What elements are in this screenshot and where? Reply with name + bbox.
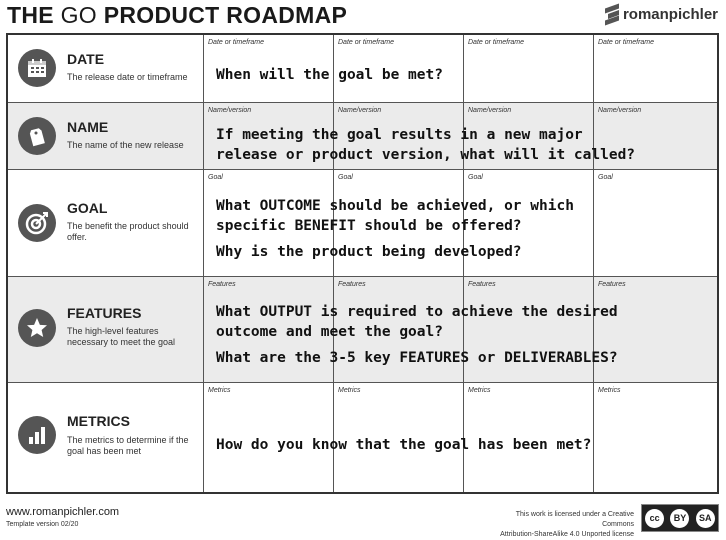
row-metrics <box>8 383 717 492</box>
question-text: What OUTPUT is required to achieve the desired outcome and meet the goal? What are the 3-5 key FEATURES or DELIVERABLES? <box>216 304 618 366</box>
template-version: Template version 02/20 <box>6 521 79 528</box>
page-title <box>7 2 347 29</box>
column-label: Metrics <box>468 387 491 394</box>
column-label: Goal <box>468 174 483 181</box>
row-heading: DATE <box>67 51 105 67</box>
column-label: Date or timeframe <box>338 39 395 46</box>
column-cell[interactable] <box>464 35 594 102</box>
by-icon: BY <box>670 509 689 528</box>
question-text: How do you know that the goal has been met? <box>216 437 592 453</box>
column-cell[interactable] <box>594 35 717 102</box>
column-label: Metrics <box>598 387 621 394</box>
star-icon <box>18 309 56 347</box>
row-goal <box>8 170 717 277</box>
row-heading: NAME <box>67 119 109 135</box>
row-label <box>8 383 204 492</box>
row-description: The release date or timeframe <box>67 72 188 82</box>
row-heading: METRICS <box>67 413 130 429</box>
column-label: Date or timeframe <box>208 39 265 46</box>
row-label <box>8 35 204 102</box>
calendar-icon <box>18 49 56 87</box>
title-suffix: PRODUCT ROADMAP <box>103 2 348 28</box>
roadmap-grid <box>6 33 719 494</box>
row-description: The high-level features necessary to meet the goal <box>67 326 176 347</box>
column-label: Name/version <box>338 107 382 114</box>
tag-icon <box>18 117 56 155</box>
row-features <box>8 277 717 383</box>
column-label: Name/version <box>208 107 252 114</box>
brand-mark-icon <box>605 5 619 23</box>
row-heading: GOAL <box>67 200 108 216</box>
column-label: Features <box>468 281 496 288</box>
sa-icon: SA <box>696 509 715 528</box>
row-label <box>8 103 204 169</box>
column-cell[interactable] <box>594 383 717 492</box>
question-text: When will the goal be met? <box>216 67 443 83</box>
column-label: Date or timeframe <box>598 39 655 46</box>
row-name <box>8 103 717 170</box>
cc-license-badge <box>641 504 719 532</box>
column-label: Name/version <box>468 107 512 114</box>
bar-chart-icon <box>18 416 56 454</box>
title-go: GO <box>60 2 97 28</box>
column-label: Features <box>208 281 236 288</box>
row-description: The metrics to determine if the goal has been met <box>67 435 189 456</box>
title-prefix: THE <box>7 2 54 28</box>
row-heading: FEATURES <box>67 305 142 321</box>
row-description: The benefit the product should offer. <box>67 221 189 242</box>
question-text: What OUTCOME should be achieved, or which specific BENEFIT should be offered? Why is the product being developed? <box>216 198 574 260</box>
footer-url[interactable]: www.romanpichler.com <box>6 506 120 518</box>
column-label: Goal <box>208 174 223 181</box>
target-icon <box>18 204 56 242</box>
brand-name: romanpichler <box>622 5 718 23</box>
column-label: Features <box>338 281 366 288</box>
column-label: Features <box>598 281 626 288</box>
column-label: Goal <box>338 174 353 181</box>
question-text: If meeting the goal results in a new major release or product version, what will it called? <box>216 127 636 163</box>
column-label: Name/version <box>598 107 642 114</box>
row-description: The name of the new release <box>67 140 184 150</box>
license-text: This work is licensed under a Creative Commons Attribution-ShareAlike 4.0 Unported license <box>500 511 634 538</box>
column-label: Metrics <box>338 387 361 394</box>
column-label: Goal <box>598 174 613 181</box>
column-label: Date or timeframe <box>468 39 525 46</box>
row-label <box>8 170 204 276</box>
column-cell[interactable] <box>594 170 717 276</box>
row-label <box>8 277 204 382</box>
row-date <box>8 35 717 103</box>
cc-icon: cc <box>645 509 664 528</box>
brand-logo <box>605 5 718 23</box>
column-label: Metrics <box>208 387 231 394</box>
